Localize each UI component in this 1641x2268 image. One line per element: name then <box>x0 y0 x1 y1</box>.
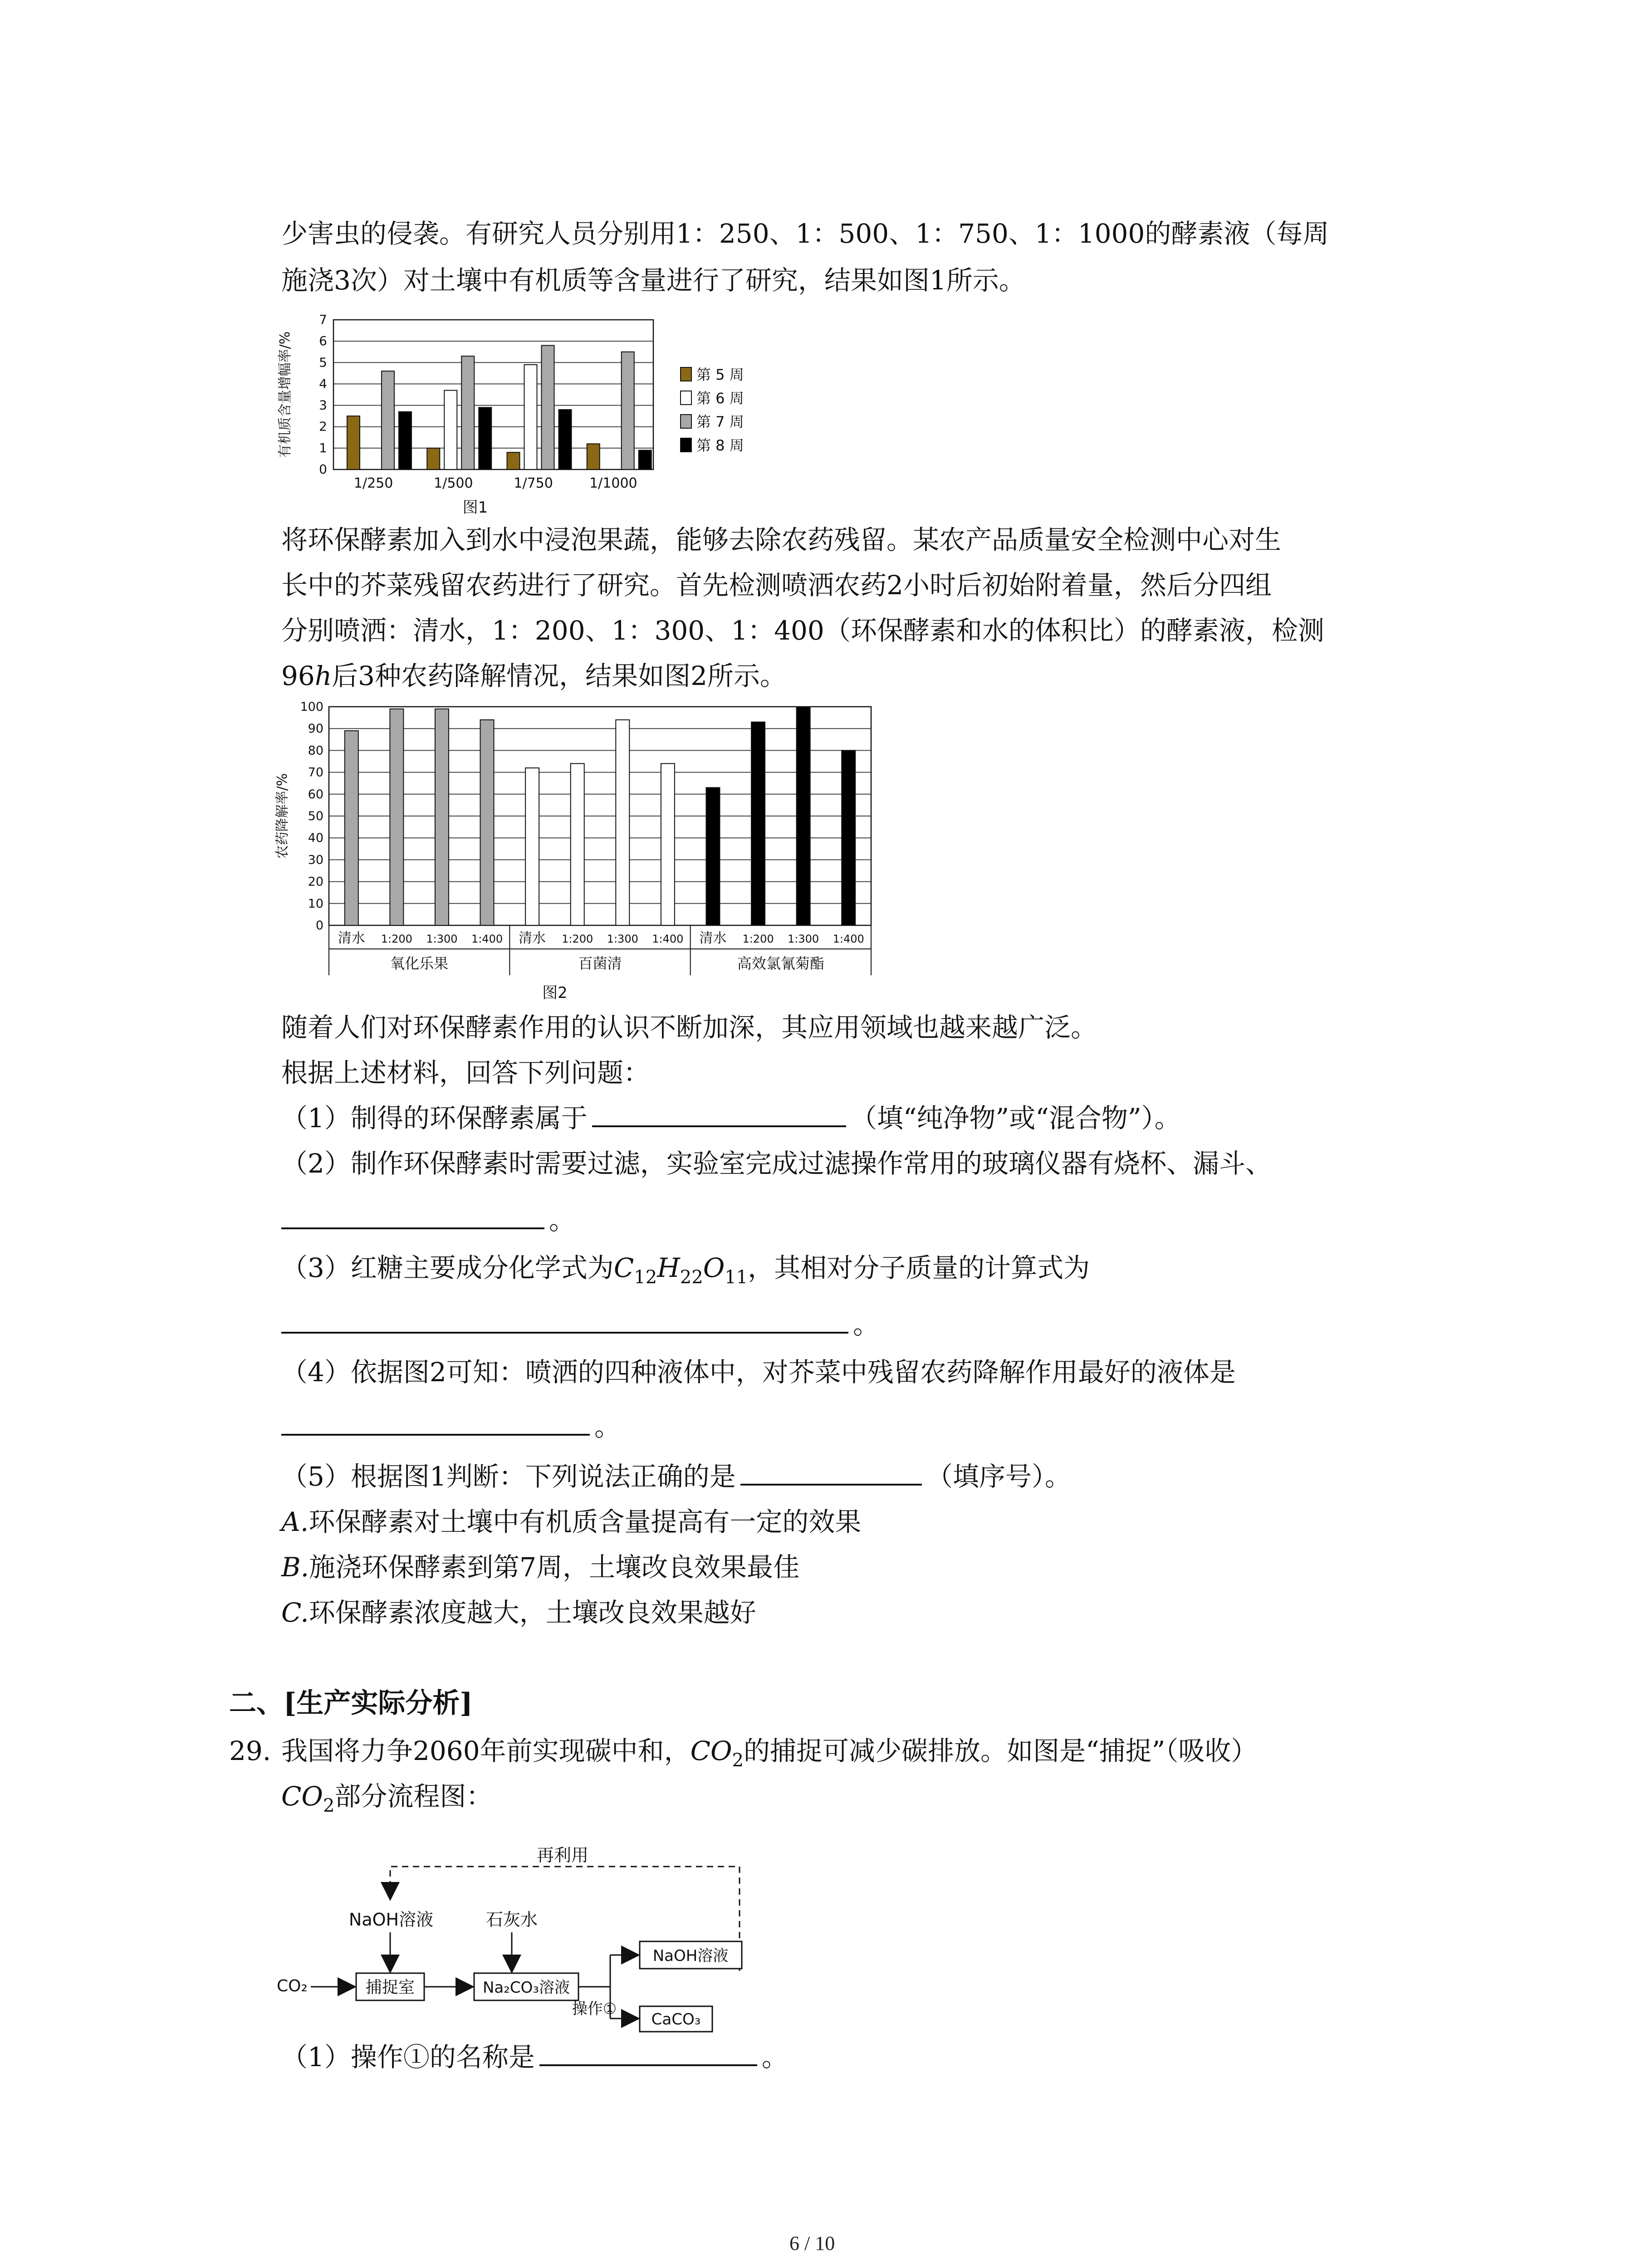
option-b <box>281 1549 799 1585</box>
question-text: ，其相对分子质量的计算式为 <box>748 1252 1090 1283</box>
page-number: 6 / 10 <box>789 2232 835 2254</box>
bar <box>542 346 554 469</box>
question-5 <box>281 1458 1071 1495</box>
y-tick-label: 7 <box>319 312 327 327</box>
answer-blank-3[interactable] <box>281 1308 848 1334</box>
bar <box>399 412 411 469</box>
question-text: （3）红糖主要成分化学式为 <box>281 1252 614 1283</box>
question-4: （4）依据图2可知：喷洒的四种液体中，对芥菜中残留农药降解作用最好的液体是 <box>281 1357 1236 1388</box>
x-tick-label: 1:400 <box>471 933 503 945</box>
legend-label: 第 8 周 <box>696 437 744 454</box>
question-text: （1）操作①的名称是 <box>281 2042 535 2072</box>
bar <box>524 365 537 469</box>
paragraph-line: 施浇3次）对土壤中有机质等含量进行了研究，结果如图1所示。 <box>281 265 1025 296</box>
hour-symbol: h <box>314 660 332 691</box>
option-c <box>281 1594 756 1631</box>
question-3 <box>281 1250 1090 1295</box>
x-tick-label: 1/250 <box>353 475 393 491</box>
legend-swatch <box>681 415 691 428</box>
question-2-answer-line <box>281 1202 575 1238</box>
bar <box>444 391 457 469</box>
capture-chamber-label: 捕捉室 <box>365 1978 415 1997</box>
y-tick-label: 20 <box>308 875 323 889</box>
bar <box>390 709 403 925</box>
paragraph-line: 根据上述材料，回答下列问题： <box>281 1057 650 1088</box>
y-tick-label: 6 <box>319 333 327 349</box>
question-text: 。 <box>594 1411 621 1442</box>
question-1 <box>281 1100 1181 1136</box>
limewater-label: 石灰水 <box>485 1910 538 1930</box>
x-tick-label: 1:200 <box>562 933 593 945</box>
bar <box>435 709 449 925</box>
bar <box>797 707 810 925</box>
y-tick-label: 90 <box>308 722 323 736</box>
x-tick-label: 1:200 <box>381 933 412 945</box>
y-tick-label: 50 <box>308 809 323 823</box>
question-text: 。 <box>549 1205 576 1236</box>
bar <box>661 763 675 925</box>
question-text: 。 <box>761 2042 788 2072</box>
y-tick-label: 3 <box>319 397 327 413</box>
bar <box>347 416 360 469</box>
legend-label: 第 6 周 <box>696 390 744 407</box>
paragraph-line: 分别喷洒：清水，1：200、1：300、1：400（环保酵素和水的体积比）的酵素液，检测 <box>281 615 1324 646</box>
formula-sub: 2 <box>732 1750 744 1771</box>
bar <box>622 352 634 469</box>
bar <box>427 448 440 469</box>
flow-diagram <box>272 1835 798 2034</box>
y-tick-label: 2 <box>319 419 327 434</box>
y-tick-label: 60 <box>308 787 323 802</box>
question-text: 部分流程图： <box>334 1781 493 1812</box>
legend-label: 第 5 周 <box>696 366 744 383</box>
bar <box>842 750 855 925</box>
option-text: 环保酵素浓度越大，土壤改良效果越好 <box>309 1597 756 1628</box>
reuse-label: 再利用 <box>536 1845 589 1865</box>
y-tick-label: 0 <box>315 919 323 933</box>
caco3-label: CaCO₃ <box>651 2010 701 2028</box>
paragraph-line <box>281 658 786 694</box>
question-text: （5）根据图1判断：下列说法正确的是 <box>281 1461 736 1492</box>
option-label: A. <box>281 1506 309 1537</box>
y-tick-label: 30 <box>308 853 323 867</box>
option-text: 施浇环保酵素到第7周，土壤改良效果最佳 <box>309 1552 799 1583</box>
question-text: 我国将力争2060年前实现碳中和， <box>281 1735 691 1766</box>
x-tick-label: 清水 <box>519 930 546 946</box>
formula-o: O <box>703 1252 725 1283</box>
formula-co: CO <box>281 1781 323 1812</box>
figure-caption: 图2 <box>542 984 568 1002</box>
bar <box>525 768 539 925</box>
x-tick-label: 1/500 <box>434 475 473 491</box>
bar <box>706 787 720 925</box>
formula-h: H <box>657 1252 680 1283</box>
figure-1-chart <box>272 308 798 522</box>
question-4-answer-line <box>281 1408 621 1445</box>
bar <box>751 722 765 925</box>
y-tick-label: 70 <box>308 765 323 780</box>
text-span: 后3种农药降解情况，结果如图2所示。 <box>332 660 786 691</box>
question-text: 。 <box>853 1309 880 1340</box>
x-tick-label: 清水 <box>699 930 727 946</box>
bar <box>345 731 358 925</box>
question-text: （填“纯净物”或“混合物”）。 <box>850 1103 1181 1134</box>
x-tick-label: 1:400 <box>652 933 684 945</box>
bar <box>587 444 600 469</box>
answer-blank-2[interactable] <box>281 1204 544 1229</box>
answer-blank-4[interactable] <box>281 1410 590 1436</box>
x-tick-label: 1:300 <box>607 933 638 945</box>
x-tick-label: 1/1000 <box>589 475 637 491</box>
group-label: 氧化乐果 <box>390 955 449 972</box>
y-tick-label: 40 <box>308 831 323 846</box>
question-text: （填序号）。 <box>926 1461 1071 1492</box>
x-tick-label: 清水 <box>338 930 365 946</box>
x-tick-label: 1:400 <box>833 933 864 945</box>
question-29-line-2 <box>281 1778 492 1824</box>
paragraph-line: 随着人们对环保酵素作用的认识不断加深，其应用领域也越来越广泛。 <box>281 1012 1097 1043</box>
x-tick-label: 1/750 <box>514 475 553 491</box>
question-3-answer-line <box>281 1306 879 1343</box>
flow-diagram-svg <box>272 1835 798 2034</box>
bar <box>639 450 652 469</box>
figure-2-svg <box>272 699 898 1012</box>
section-title: 二、[生产实际分析] <box>229 1687 473 1719</box>
question-text: （1）制得的环保酵素属于 <box>281 1103 588 1134</box>
formula-co: CO <box>690 1735 732 1766</box>
y-tick-label: 1 <box>319 440 327 455</box>
answer-blank-1[interactable] <box>592 1102 846 1127</box>
paragraph-line: 将环保酵素加入到水中浸泡果蔬，能够去除农药残留。某农产品质量安全检测中心对生 <box>281 524 1282 555</box>
group-label: 百菌清 <box>578 955 622 972</box>
group-label: 高效氯氰菊酯 <box>737 955 824 972</box>
x-tick-label: 1:300 <box>426 933 458 945</box>
y-tick-label: 4 <box>319 376 327 391</box>
naoh-input-label: NaOH溶液 <box>348 1910 434 1930</box>
figure-1-svg <box>272 308 798 522</box>
option-label: C. <box>281 1597 309 1628</box>
bar <box>616 720 629 925</box>
bar <box>480 720 494 925</box>
formula-sub: 2 <box>323 1795 335 1816</box>
question-number: 29. <box>229 1735 271 1766</box>
y-tick-label: 100 <box>300 700 323 714</box>
bar <box>507 452 520 469</box>
legend-swatch <box>681 367 691 381</box>
option-a <box>281 1504 861 1540</box>
legend-swatch <box>681 438 691 452</box>
question-2: （2）制作环保酵素时需要过滤，实验室完成过滤操作常用的玻璃仪器有烧杯、漏斗、 <box>281 1148 1272 1179</box>
answer-blank-29-1[interactable] <box>539 2041 757 2066</box>
formula-c: C <box>613 1252 634 1283</box>
option-text: 环保酵素对土壤中有机质含量提高有一定的效果 <box>309 1506 862 1537</box>
legend-swatch <box>681 391 691 405</box>
formula-sub: 11 <box>725 1267 748 1288</box>
y-tick-label: 0 <box>319 462 327 477</box>
y-axis-label: 农药降解率/% <box>274 773 290 859</box>
question-29-1 <box>281 2039 788 2075</box>
na2co3-label: Na₂CO₃溶液 <box>482 1979 570 1997</box>
question-29-line-1 <box>281 1733 1257 1779</box>
bar <box>461 356 474 469</box>
x-tick-label: 1:200 <box>742 933 774 945</box>
answer-blank-5[interactable] <box>740 1460 922 1486</box>
formula-sub: 12 <box>634 1267 657 1288</box>
formula-sub: 22 <box>680 1267 703 1288</box>
text-span: 96 <box>281 660 315 691</box>
bar <box>571 763 584 925</box>
operation-label: 操作① <box>572 2000 617 2018</box>
y-tick-label: 5 <box>319 355 327 370</box>
paragraph-line: 少害虫的侵袭。有研究人员分别用1：250、1：500、1：750、1：1000的酵素液（每周 <box>281 218 1329 249</box>
bar <box>382 371 394 469</box>
option-label: B. <box>281 1552 309 1583</box>
y-axis-label: 有机质含量增幅率/% <box>277 331 293 458</box>
co2-input-label: CO₂ <box>277 1977 308 1995</box>
y-tick-label: 80 <box>308 743 323 758</box>
figure-2-chart <box>272 699 898 1012</box>
bar <box>479 407 491 469</box>
y-tick-label: 10 <box>308 896 323 911</box>
paragraph-line: 长中的芥菜残留农药进行了研究。首先检测喷洒农药2小时后初始附着量，然后分四组 <box>281 570 1272 601</box>
x-tick-label: 1:300 <box>788 933 819 945</box>
question-text: 的捕捉可减少碳排放。如图是“捕捉”（吸收） <box>744 1735 1258 1766</box>
naoh-output-label: NaOH溶液 <box>652 1947 729 1965</box>
legend-label: 第 7 周 <box>696 413 744 430</box>
figure-caption: 图1 <box>462 499 488 517</box>
bar <box>559 410 572 469</box>
